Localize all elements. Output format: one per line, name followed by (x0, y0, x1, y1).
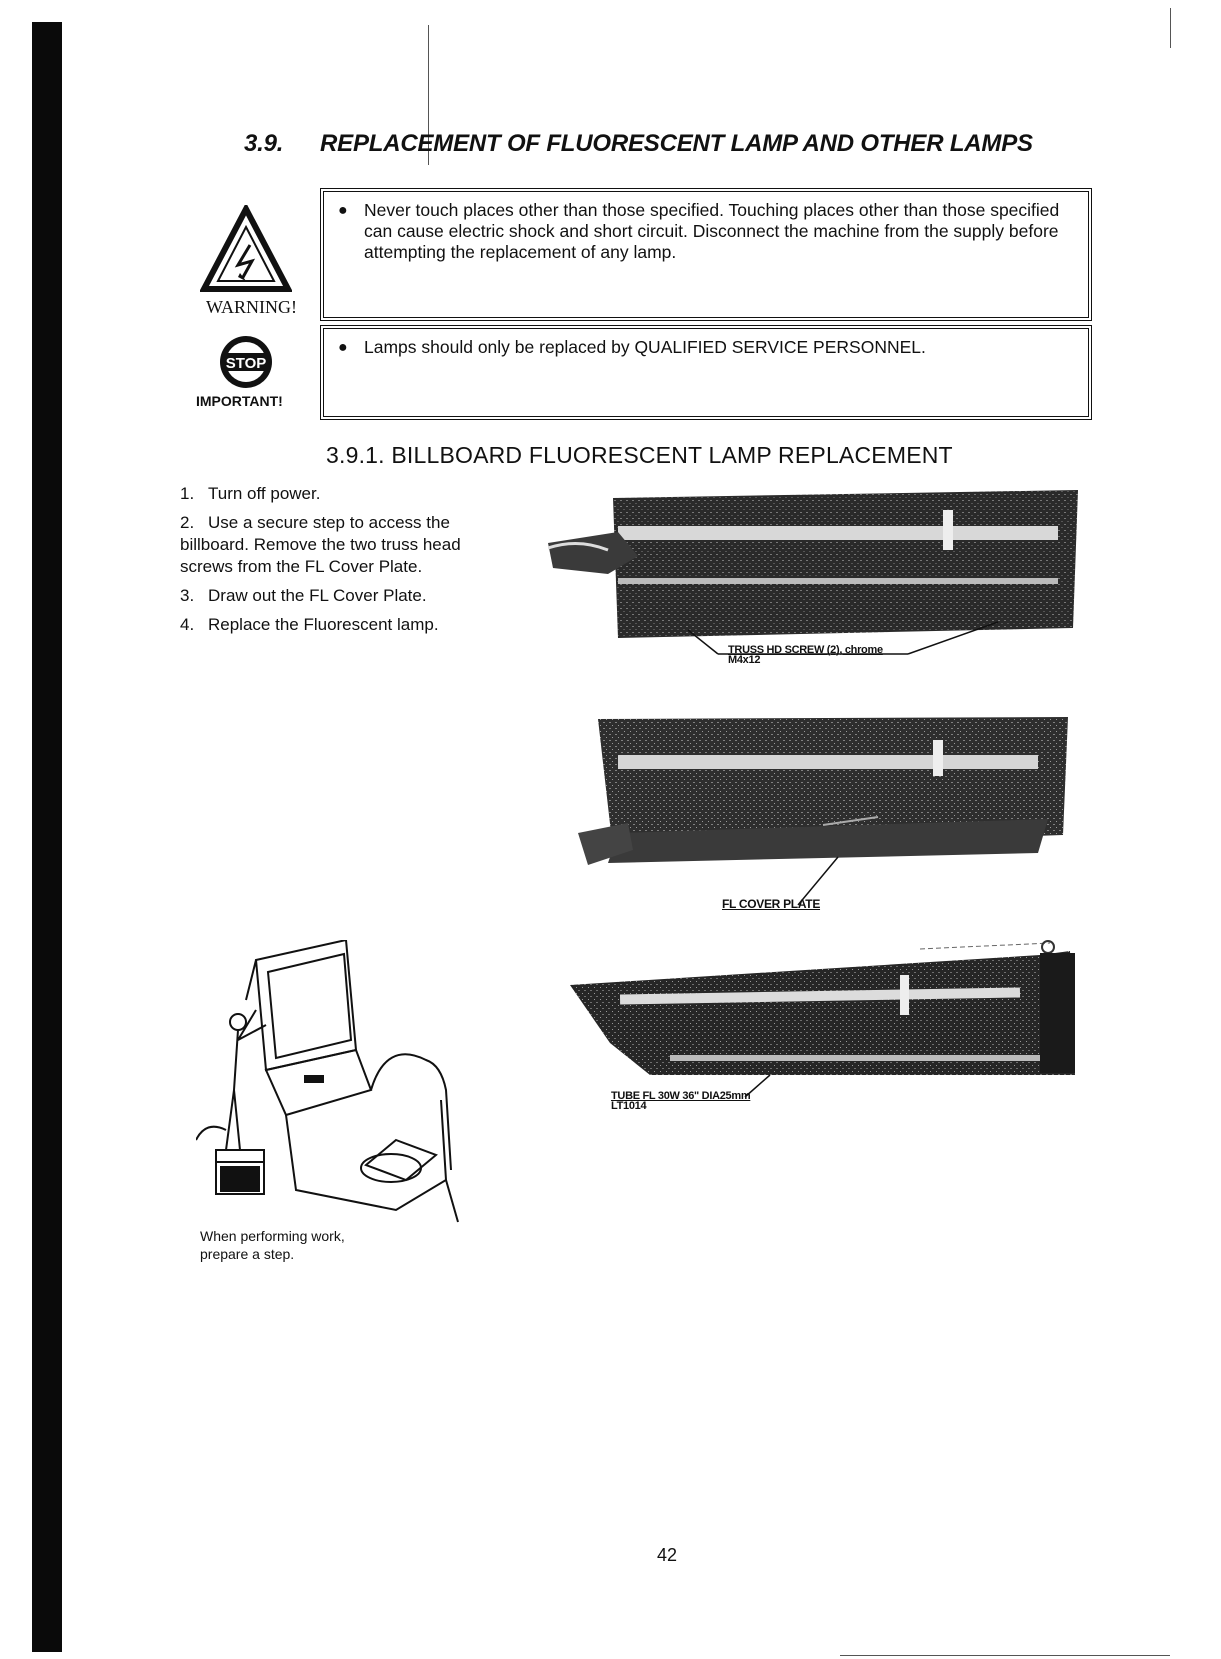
step-item: 3. Draw out the FL Cover Plate. (180, 586, 427, 605)
stop-icon (218, 334, 274, 390)
stop-icon-text: STOP (225, 355, 267, 372)
important-text: Lamps should only be replaced by QUALIFIED SERVICE PERSONNEL. (364, 337, 926, 357)
callout-tube: TUBE FL 30W 36" DIA25mm LT1014 (611, 1090, 751, 1112)
steps-list (180, 483, 480, 643)
figure-caption: When performing work, prepare a step. (200, 1228, 345, 1262)
section-title-text: REPLACEMENT OF FLUORESCENT LAMP AND OTHER LAMPS (320, 130, 1033, 157)
step-item: 4. Replace the Fluorescent lamp. (180, 615, 439, 634)
callout-cover-plate: FL COVER PLATE (722, 897, 821, 911)
scan-artifact-line (840, 1655, 1170, 1656)
important-label: IMPORTANT! (196, 393, 283, 409)
technician-step-drawing (196, 940, 486, 1240)
section-title (244, 130, 1033, 158)
scan-artifact-line (1170, 8, 1171, 48)
scan-binding-bar (32, 22, 62, 1652)
step-item: 2. Use a secure step to access the billboard. Remove the two truss head screws from the FL Cover Plate. (180, 513, 461, 576)
bullet-icon: ● (338, 202, 348, 219)
warning-text: Never touch places other than those specified. Touching places other than those specified can cause electric shock and short circuit. Disconnect the machine from the supply before attempting the replacement of any lamp. (364, 200, 1060, 262)
fluorescent-tube-photo (570, 935, 1080, 1105)
step-item: 1. Turn off power. (180, 484, 321, 503)
important-box (320, 325, 1092, 420)
warning-triangle-icon (200, 205, 292, 293)
section-number: 3.9. (244, 130, 284, 157)
subsection-title: 3.9.1. BILLBOARD FLUORESCENT LAMP REPLACEMENT (326, 442, 953, 468)
warning-box (320, 188, 1092, 321)
callout-truss-screw: TRUSS HD SCREW (2), chrome M4x12 (728, 644, 883, 666)
warning-label: WARNING! (206, 297, 297, 317)
cover-plate-photo (578, 715, 1078, 915)
page-number: 42 (657, 1545, 678, 1565)
bullet-icon: ● (338, 339, 348, 356)
